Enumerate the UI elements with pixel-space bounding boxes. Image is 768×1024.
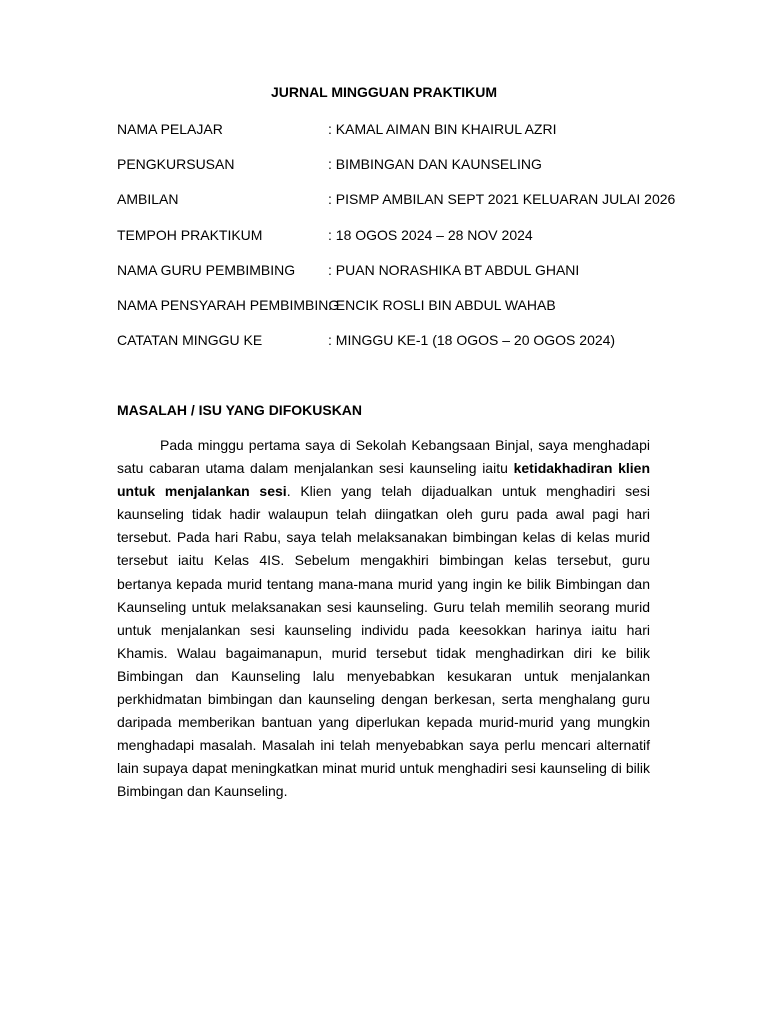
info-value: : KAMAL AIMAN BIN KHAIRUL AZRI: [328, 121, 557, 137]
info-label: NAMA GURU PEMBIMBING: [117, 262, 296, 278]
info-label: NAMA PELAJAR: [117, 121, 223, 137]
info-value: : PUAN NORASHIKA BT ABDUL GHANI: [328, 262, 580, 278]
info-label: NAMA PENSYARAH PEMBIMBING: [117, 297, 340, 313]
info-label: AMBILAN: [117, 191, 179, 207]
paragraph-bold-text: ketidakhadiran klien untuk menjalankan sesi: [117, 460, 650, 500]
info-value: : PISMP AMBILAN SEPT 2021 KELUARAN JULAI 2026: [328, 191, 676, 207]
info-row-tempoh-praktikum: [117, 225, 677, 245]
document-title: JURNAL MINGGUAN PRAKTIKUM: [270, 84, 498, 100]
info-label: PENGKURSUSAN: [117, 156, 235, 172]
section-heading: MASALAH / ISU YANG DIFOKUSKAN: [117, 402, 363, 418]
paragraph-text-part1: Pada minggu pertama saya di Sekolah Kebangsaan Binjal, saya menghadapi satu cabaran utama dalam menjalankan sesi kaunseling iaitu: [117, 437, 650, 477]
info-row-nama-guru-pembimbing: [117, 260, 677, 280]
info-row-catatan-minggu-ke: [117, 330, 677, 350]
body-paragraph: [117, 434, 650, 804]
info-value: : ENCIK ROSLI BIN ABDUL WAHAB: [328, 297, 556, 313]
info-value: : 18 OGOS 2024 – 28 NOV 2024: [328, 227, 533, 243]
info-row-pengkursusan: [117, 154, 677, 174]
info-row-nama-pensyarah-pembimbing: [117, 295, 677, 315]
paragraph-text-part2: . Klien yang telah dijadualkan untuk menghadiri sesi kaunseling tidak hadir walaupun telah diingatkan oleh guru pada awal pagi hari tersebut. Pada hari Rabu, saya telah melaksanakan bimbingan kelas di kelas murid tersebut iaitu Kelas 4IS. Sebelum mengakhiri bimbingan kelas tersebut, guru bertanya kepada murid tentang mana-mana murid yang ingin ke bilik Bimbingan dan Kaunseling untuk melaksanakan sesi kaunseling. Guru telah memilih seorang murid untuk menjalankan sesi kaunseling individu pada keesokkan harinya iaitu hari Khamis. Walau bagaimanapun, murid tersebut tidak menghadirkan diri ke bilik Bimbingan dan Kaunseling lalu menyebabkan kesukaran untuk menjalankan perkhidmatan bimbingan dan kaunseling dengan berkesan, serta menghalang guru daripada memberikan bantuan yang diperlukan kepada murid-murid yang mungkin menghadapi masalah. Masalah ini telah menyebabkan saya perlu mencari alternatif lain supaya dapat meningkatkan minat murid untuk menghadiri sesi kaunseling di bilik Bimbingan dan Kaunseling.: [117, 483, 650, 800]
info-row-nama-pelajar: [117, 119, 677, 139]
info-label: TEMPOH PRAKTIKUM: [117, 227, 263, 243]
info-label: CATATAN MINGGU KE: [117, 332, 263, 348]
info-value: : MINGGU KE-1 (18 OGOS – 20 OGOS 2024): [328, 332, 616, 348]
info-row-ambilan: [117, 189, 677, 209]
info-value: : BIMBINGAN DAN KAUNSELING: [328, 156, 542, 172]
